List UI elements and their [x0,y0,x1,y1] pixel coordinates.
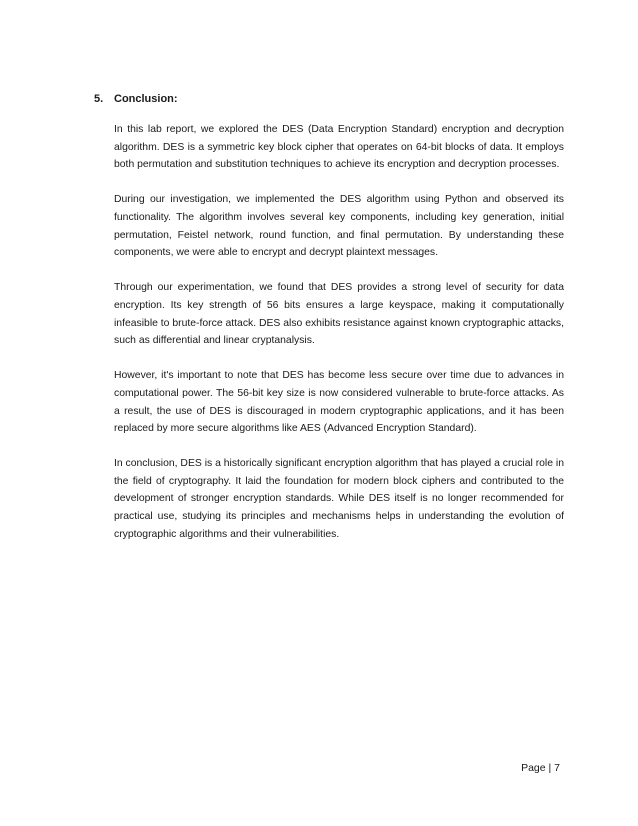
paragraph-investigation: During our investigation, we implemented the DES algorithm using Python and observed its functionality. The algorithm involves several key components, including key generation, initial permutation, Feistel network, round function, and final permutation. By understanding these components, we were able to encrypt and decrypt plaintext messages. [114,194,564,259]
section-title: Conclusion: [114,93,178,105]
conclusion-section [94,92,564,543]
paragraph-conclusion: In conclusion, DES is a historically significant encryption algorithm that has played a crucial role in the field of cryptography. It laid the foundation for modern block ciphers and contributed to the development of stronger encryption standards. While DES itself is no longer recommended for practical use, studying its principles and mechanisms helps in understanding the evolution of cryptographic algorithms and their vulnerabilities. [114,458,564,540]
section-body [114,121,564,543]
paragraph-intro: In this lab report, we explored the DES (Data Encryption Standard) encryption and decryption algorithm. DES is a symmetric key block cipher that operates on 64-bit blocks of data. It employs both permutation and substitution techniques to achieve its encryption and decryption processes. [114,124,564,171]
paragraph-experimentation: Through our experimentation, we found that DES provides a strong level of security for data encryption. Its key strength of 56 bits ensures a large keyspace, making it computationally infeasible to brute-force attack. DES also exhibits resistance against known cryptographic attacks, such as differential and linear cryptanalysis. [114,282,564,347]
section-number: 5. [94,93,104,105]
section-heading [94,92,564,107]
page-number: Page | 7 [521,762,560,774]
paragraph-limitations: However, it's important to note that DES has become less secure over time due to advances in computational power. The 56-bit key size is now considered vulnerable to brute-force attacks. As a result, the use of DES is discouraged in modern cryptographic applications, and it has been replaced by more secure algorithms like AES (Advanced Encryption Standard). [114,370,564,435]
